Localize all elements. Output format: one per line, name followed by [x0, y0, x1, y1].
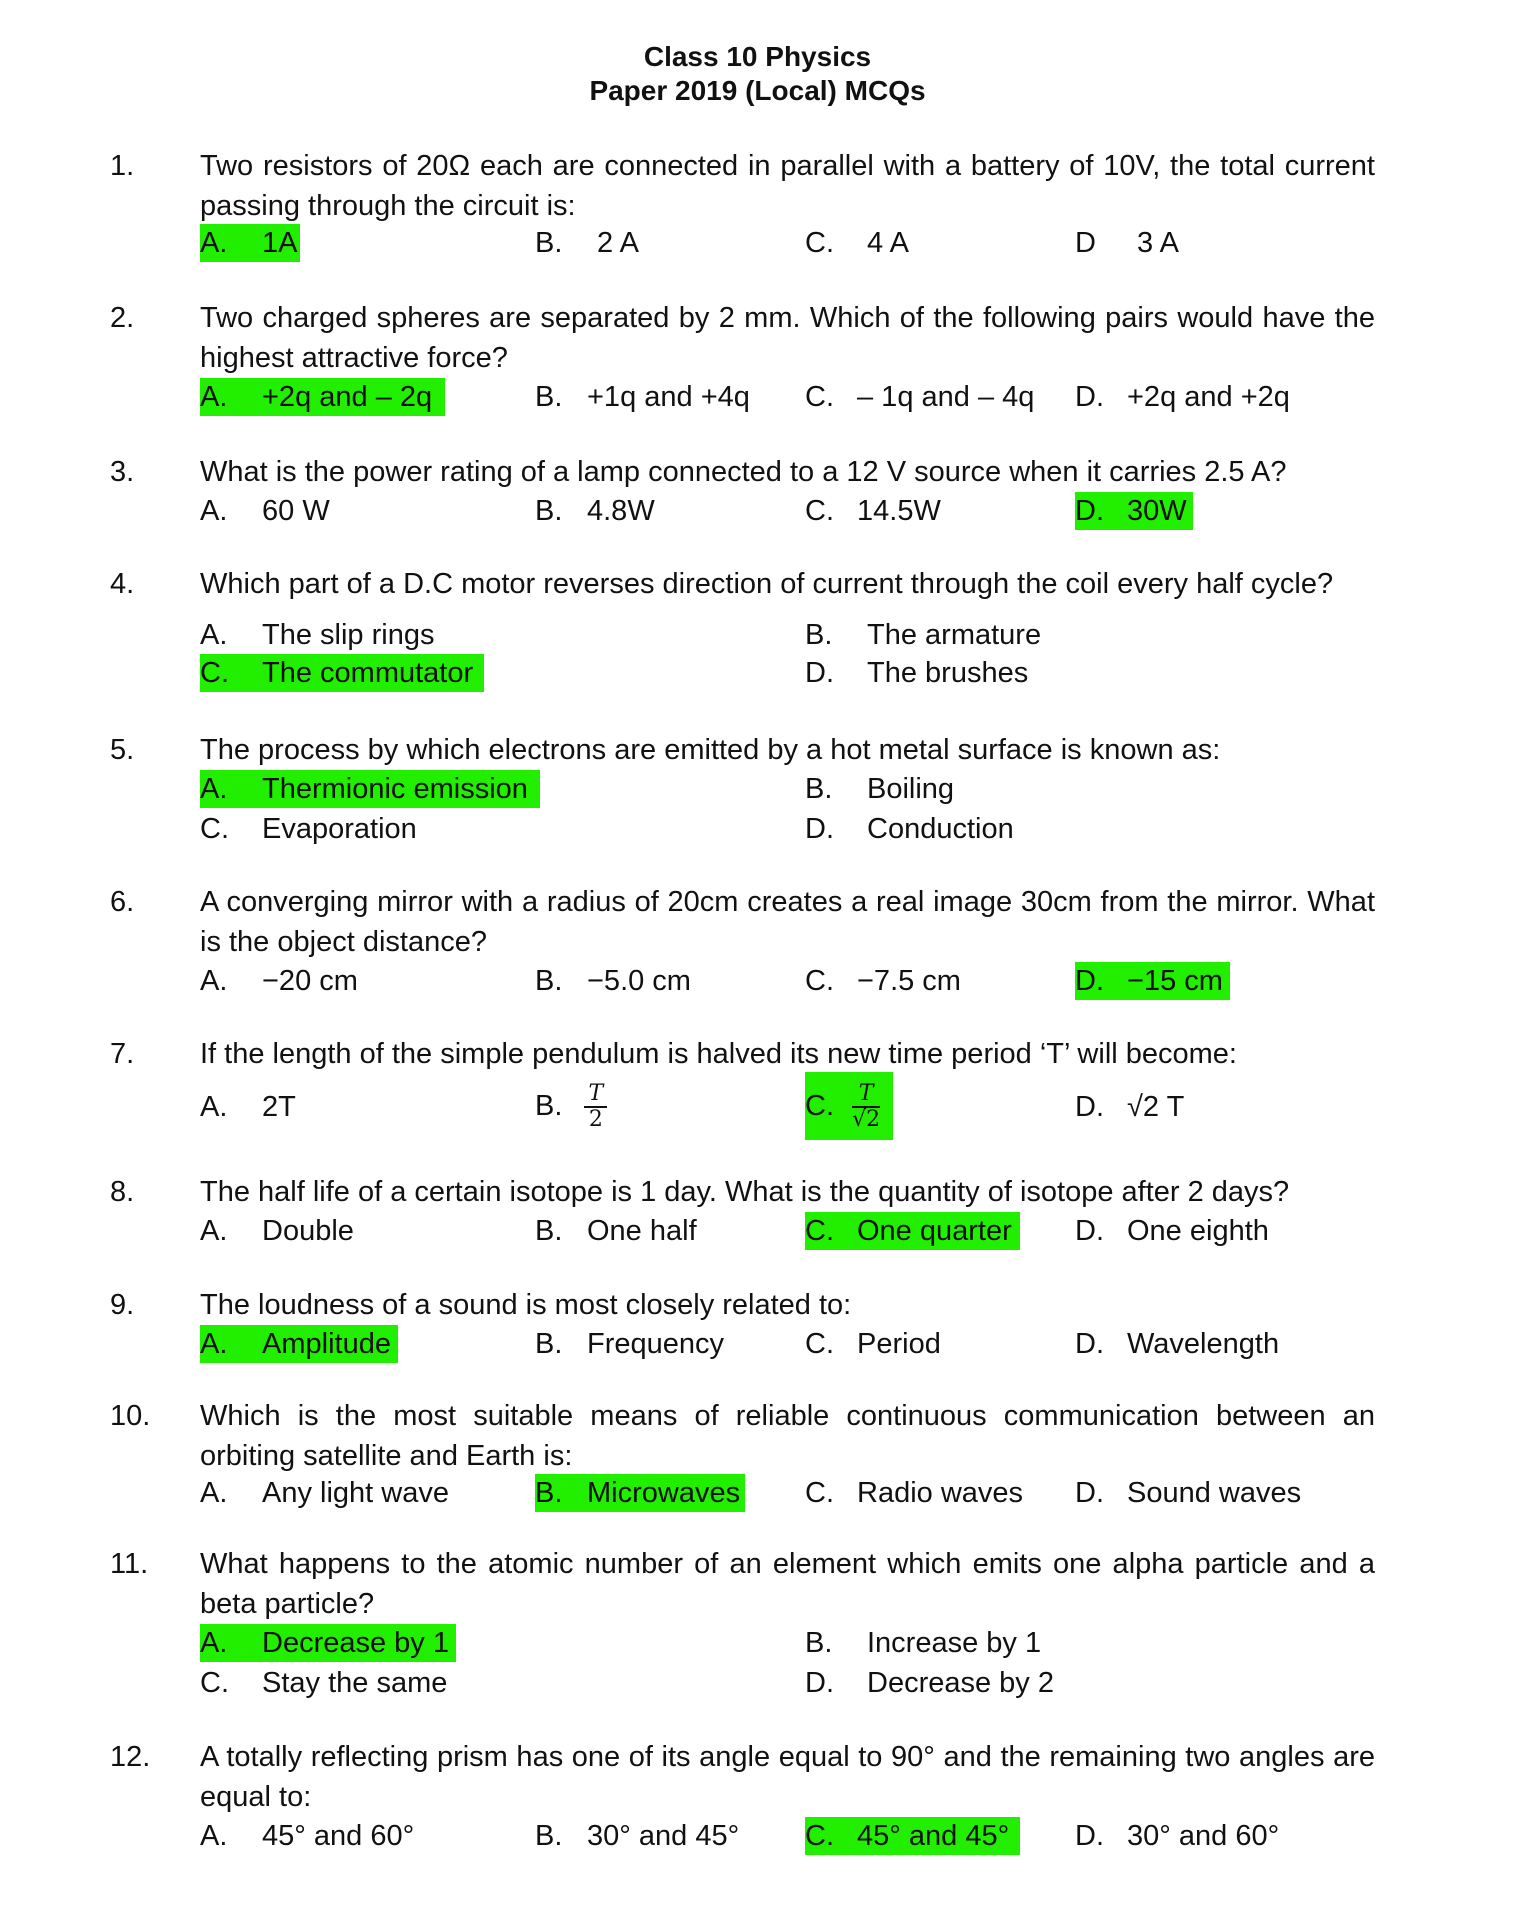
- option-d[interactable]: [1075, 224, 1179, 262]
- option-letter: C.: [805, 1328, 834, 1360]
- option-letter: C.: [200, 657, 229, 689]
- option-a[interactable]: [200, 492, 330, 530]
- question-number: 2.: [110, 302, 135, 334]
- fraction-denominator: 2: [588, 1107, 603, 1133]
- question-number: 9.: [110, 1289, 135, 1321]
- option-b[interactable]: [535, 1074, 607, 1138]
- option-letter: B.: [535, 495, 563, 527]
- option-c[interactable]: [200, 1664, 448, 1702]
- option-letter: B.: [535, 1215, 563, 1247]
- option-letter: C.: [805, 965, 834, 997]
- option-text: −20 cm: [262, 965, 358, 997]
- option-text: One eighth: [1127, 1215, 1269, 1247]
- option-letter: D.: [1075, 1091, 1104, 1123]
- option-text: The brushes: [867, 657, 1029, 689]
- title-line-1: Class 10 Physics: [643, 41, 872, 72]
- fraction-numerator: T: [852, 1082, 880, 1108]
- option-text: 45° and 60°: [262, 1820, 415, 1852]
- option-letter: A.: [200, 1328, 228, 1360]
- option-letter: B.: [535, 1820, 563, 1852]
- option-letter: A.: [200, 1215, 228, 1247]
- option-letter: A.: [200, 1627, 228, 1659]
- option-text: +2q and +2q: [1127, 381, 1290, 413]
- option-text: 60 W: [262, 495, 330, 527]
- option-letter: D.: [805, 813, 834, 845]
- option-text: Thermionic emission: [262, 773, 528, 805]
- option-text: One quarter: [857, 1215, 1012, 1247]
- option-letter: B.: [805, 619, 833, 651]
- option-letter: C.: [805, 381, 834, 413]
- option-letter: C.: [805, 1820, 834, 1852]
- question-text: The half life of a certain isotope is 1 day. What is the quantity of isotope after 2 days?: [200, 1176, 1290, 1208]
- question-number: 11.: [110, 1548, 149, 1580]
- question-text: The loudness of a sound is most closely related to:: [200, 1289, 852, 1321]
- option-text: √2 T: [1127, 1091, 1185, 1123]
- option-c[interactable]: [805, 1072, 893, 1140]
- question-text: If the length of the simple pendulum is halved its new time period ‘T’ will become:: [200, 1038, 1237, 1070]
- question-text: A converging mirror with a radius of 20cm creates a real image 30cm from the mirror. What is the object distance?: [200, 886, 1375, 958]
- question-number: 8.: [110, 1176, 135, 1208]
- option-c[interactable]: [805, 1212, 1020, 1250]
- option-letter: D.: [1075, 1215, 1104, 1247]
- option-b[interactable]: [535, 1474, 745, 1512]
- option-text: Amplitude: [262, 1328, 391, 1360]
- fraction-numerator: T: [584, 1082, 607, 1108]
- option-d[interactable]: [1075, 962, 1230, 1000]
- question-text: Which part of a D.C motor reverses direction of current through the coil every half cycle?: [200, 568, 1334, 600]
- question-number: 10.: [110, 1400, 151, 1432]
- option-letter: A.: [200, 495, 228, 527]
- option-d[interactable]: [1075, 1325, 1280, 1363]
- option-b[interactable]: [535, 224, 639, 262]
- option-letter: A.: [200, 1477, 228, 1509]
- option-letter: D.: [1075, 965, 1104, 997]
- option-d[interactable]: [1075, 492, 1193, 530]
- option-letter: D: [1075, 227, 1096, 259]
- option-b[interactable]: [535, 492, 655, 530]
- option-d[interactable]: [1075, 378, 1290, 416]
- option-b[interactable]: [535, 962, 691, 1000]
- option-text: Microwaves: [587, 1477, 741, 1509]
- option-text: 30° and 45°: [587, 1820, 740, 1852]
- question-number: 6.: [110, 886, 135, 918]
- option-a[interactable]: [200, 1817, 415, 1855]
- option-text: 1A: [262, 227, 298, 259]
- option-letter: D.: [805, 1667, 834, 1699]
- question-text: A totally reflecting prism has one of its angle equal to 90° and the remaining two angles are equal to:: [200, 1741, 1375, 1813]
- option-letter: A.: [200, 619, 228, 651]
- option-letter: C.: [200, 813, 229, 845]
- option-letter: D.: [1075, 381, 1104, 413]
- option-a[interactable]: [200, 378, 445, 416]
- question-number: 3.: [110, 456, 135, 488]
- option-a[interactable]: [200, 1088, 296, 1126]
- option-d[interactable]: [805, 810, 1014, 848]
- question-text: Which is the most suitable means of reliable continuous communication between an orbiting satellite and Earth is:: [200, 1400, 1375, 1472]
- option-text: Boiling: [867, 773, 955, 805]
- option-text: 45° and 45°: [857, 1820, 1010, 1852]
- option-letter: D.: [805, 657, 834, 689]
- option-letter: C.: [805, 1090, 834, 1122]
- option-d[interactable]: [805, 654, 1029, 692]
- option-c[interactable]: [805, 224, 909, 262]
- option-c[interactable]: [805, 962, 961, 1000]
- question-number: 12.: [110, 1741, 151, 1773]
- option-letter: B.: [535, 1328, 563, 1360]
- option-c[interactable]: [805, 1325, 941, 1363]
- option-letter: D.: [1075, 1328, 1104, 1360]
- fraction-t-over-2: [584, 1082, 607, 1132]
- option-d[interactable]: [1075, 1817, 1280, 1855]
- option-text: −7.5 cm: [857, 965, 961, 997]
- option-letter: B.: [535, 965, 563, 997]
- option-a[interactable]: [200, 616, 435, 654]
- option-text: One half: [587, 1215, 697, 1247]
- option-text: 4 A: [867, 227, 909, 259]
- option-c[interactable]: [200, 810, 417, 848]
- option-a[interactable]: [200, 770, 540, 808]
- option-b[interactable]: [535, 1212, 697, 1250]
- option-c[interactable]: [805, 1474, 1024, 1512]
- option-text: 4.8W: [587, 495, 655, 527]
- question-text: Two resistors of 20Ω each are connected in parallel with a battery of 10V, the total current passing through the circuit is:: [200, 150, 1375, 222]
- option-letter: D.: [1075, 1820, 1104, 1852]
- option-b[interactable]: [535, 378, 750, 416]
- option-text: −15 cm: [1127, 965, 1223, 997]
- option-d[interactable]: [1075, 1212, 1269, 1250]
- option-letter: A.: [200, 773, 228, 805]
- option-text: Evaporation: [262, 813, 417, 845]
- option-a[interactable]: [200, 224, 300, 262]
- page-title: [0, 40, 1515, 108]
- option-letter: C.: [805, 1477, 834, 1509]
- option-a[interactable]: [200, 1474, 449, 1512]
- option-text: Period: [857, 1328, 941, 1360]
- title-line-2: Paper 2019 (Local) MCQs: [589, 75, 926, 106]
- option-text: Sound waves: [1127, 1477, 1302, 1509]
- option-text: 3 A: [1137, 227, 1179, 259]
- option-letter: C.: [805, 1215, 834, 1247]
- option-letter: A.: [200, 1820, 228, 1852]
- option-b[interactable]: [535, 1817, 740, 1855]
- option-letter: A.: [200, 381, 228, 413]
- option-d[interactable]: [1075, 1088, 1185, 1126]
- option-a[interactable]: [200, 1325, 398, 1363]
- option-text: +1q and +4q: [587, 381, 750, 413]
- option-text: 2T: [262, 1091, 296, 1123]
- option-b[interactable]: [805, 616, 1042, 654]
- option-text: 14.5W: [857, 495, 941, 527]
- option-letter: B.: [535, 381, 563, 413]
- question-text: What is the power rating of a lamp connected to a 12 V source when it carries 2.5 A?: [200, 456, 1287, 488]
- question-number: 4.: [110, 568, 135, 600]
- option-text: Decrease by 2: [867, 1667, 1054, 1699]
- option-b[interactable]: [535, 1325, 725, 1363]
- question-number: 7.: [110, 1038, 135, 1070]
- option-letter: D.: [1075, 1477, 1104, 1509]
- option-c[interactable]: [805, 378, 1035, 416]
- option-text: Wavelength: [1127, 1328, 1280, 1360]
- option-text: Radio waves: [857, 1477, 1024, 1509]
- option-letter: A.: [200, 227, 228, 259]
- option-text: The commutator: [262, 657, 474, 689]
- option-text: 30° and 60°: [1127, 1820, 1280, 1852]
- option-letter: D.: [1075, 495, 1104, 527]
- option-text: −5.0 cm: [587, 965, 691, 997]
- fraction-denominator: √2: [852, 1107, 881, 1133]
- question-text: The process by which electrons are emitted by a hot metal surface is known as:: [200, 734, 1221, 766]
- option-a[interactable]: [200, 1212, 354, 1250]
- option-letter: B.: [805, 1627, 833, 1659]
- option-d[interactable]: [805, 1664, 1054, 1702]
- option-text: +2q and – 2q: [262, 381, 433, 413]
- option-d[interactable]: [1075, 1474, 1302, 1512]
- question-number: 1.: [110, 150, 135, 182]
- option-letter: C.: [805, 227, 834, 259]
- option-letter: C.: [805, 495, 834, 527]
- option-text: Increase by 1: [867, 1627, 1042, 1659]
- option-text: Stay the same: [262, 1667, 448, 1699]
- option-letter: B.: [535, 1090, 563, 1122]
- option-b[interactable]: [805, 1624, 1042, 1662]
- question-text: What happens to the atomic number of an element which emits one alpha particle and a beta particle?: [200, 1548, 1375, 1620]
- option-c[interactable]: [805, 1817, 1020, 1855]
- option-text: The armature: [867, 619, 1042, 651]
- option-text: Frequency: [587, 1328, 725, 1360]
- option-b[interactable]: [805, 770, 955, 808]
- option-a[interactable]: [200, 962, 358, 1000]
- option-text: – 1q and – 4q: [857, 381, 1035, 413]
- option-letter: A.: [200, 1091, 228, 1123]
- option-letter: B.: [535, 1477, 563, 1509]
- option-letter: A.: [200, 965, 228, 997]
- option-a[interactable]: [200, 1624, 456, 1662]
- option-text: The slip rings: [262, 619, 435, 651]
- option-c[interactable]: [805, 492, 941, 530]
- option-text: Any light wave: [262, 1477, 449, 1509]
- option-letter: B.: [535, 227, 563, 259]
- option-text: 30W: [1127, 495, 1187, 527]
- option-c[interactable]: [200, 654, 484, 692]
- option-text: Decrease by 1: [262, 1627, 449, 1659]
- option-letter: C.: [200, 1667, 229, 1699]
- option-text: Conduction: [867, 813, 1014, 845]
- question-text: Two charged spheres are separated by 2 mm. Which of the following pairs would have the highest attractive force?: [200, 302, 1375, 374]
- option-text: Double: [262, 1215, 354, 1247]
- option-letter: B.: [805, 773, 833, 805]
- option-text: 2 A: [597, 227, 639, 259]
- fraction-t-over-root-2: [852, 1082, 880, 1132]
- question-number: 5.: [110, 734, 135, 766]
